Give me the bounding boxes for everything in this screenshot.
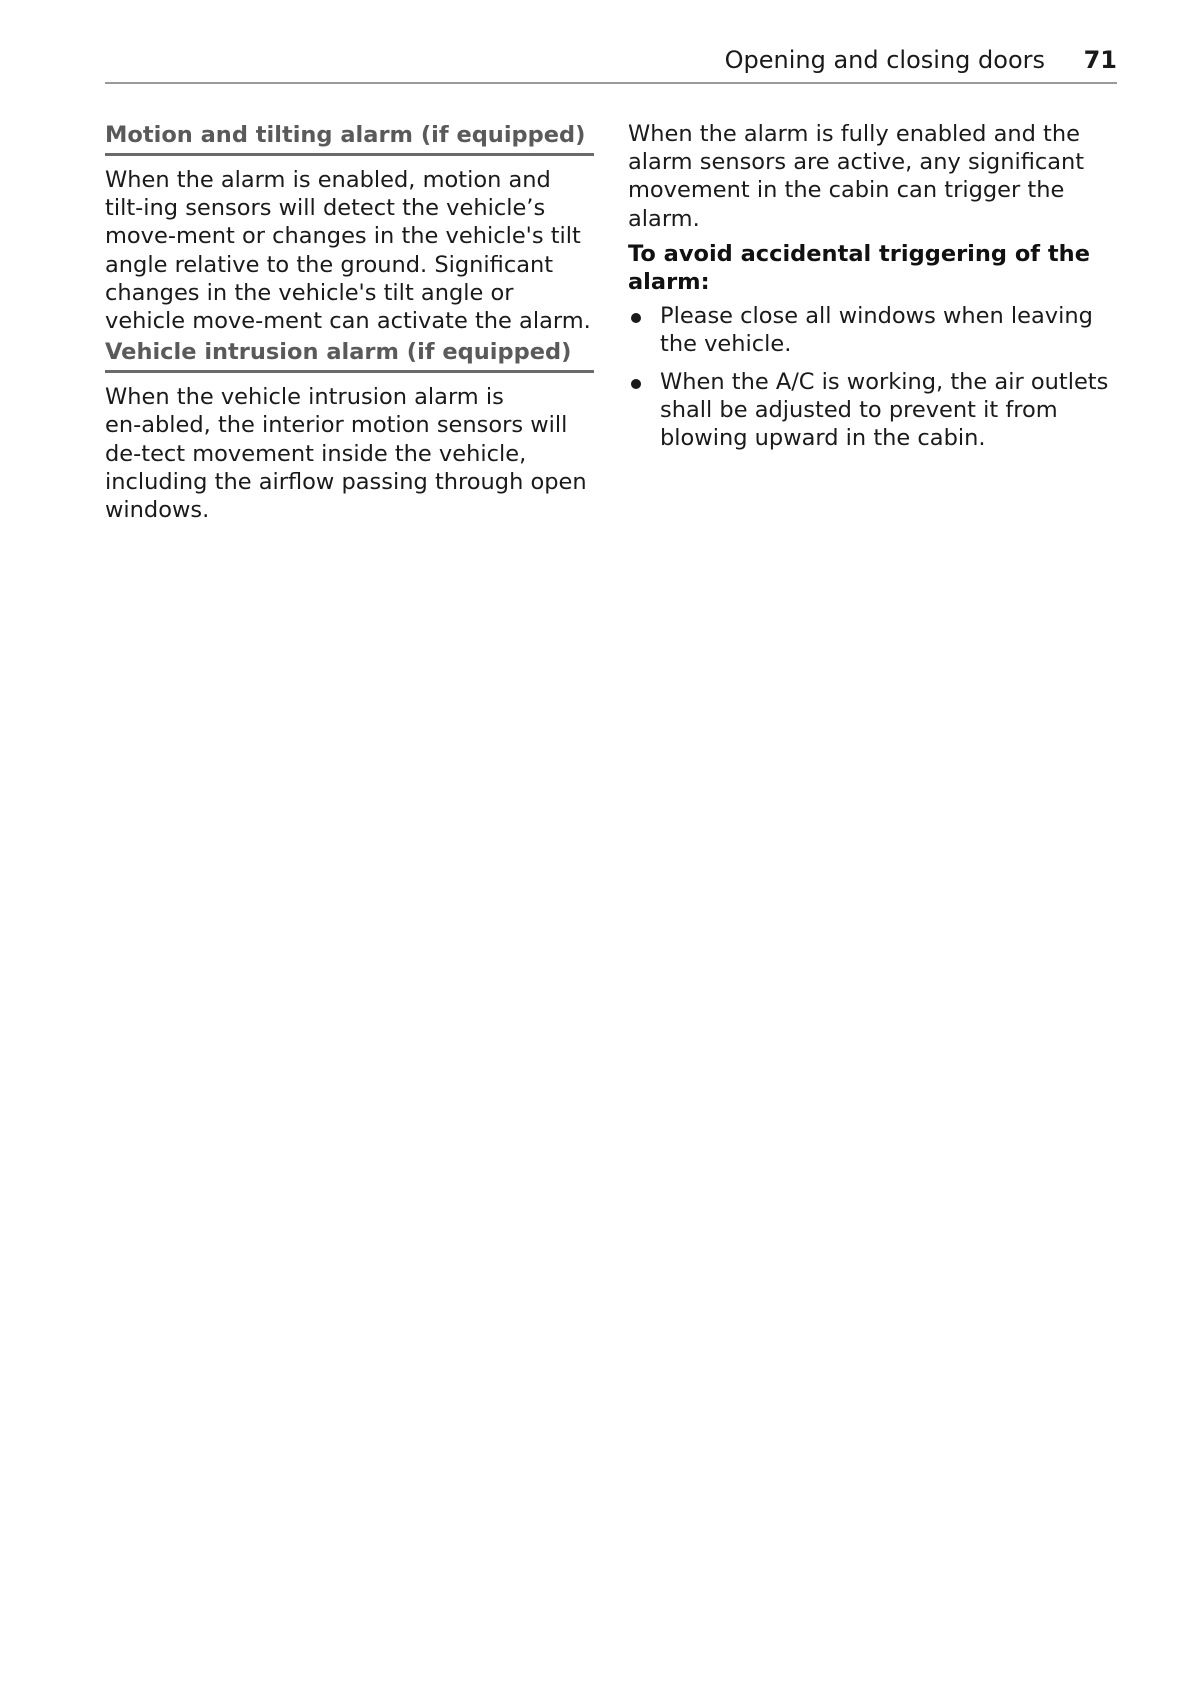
list-item-text: Please close all windows when leaving the vehicle. bbox=[660, 303, 1093, 358]
bullet-icon bbox=[631, 379, 641, 389]
list-item-text: When the A/C is working, the air outlets shall be adjusted to prevent it from blowing upward in the cabin. bbox=[660, 368, 1109, 452]
subheading-avoid-triggering: To avoid accidental triggering of the alarm: bbox=[628, 240, 1090, 296]
bullet-list bbox=[628, 302, 1118, 452]
left-column bbox=[105, 120, 594, 524]
paragraph-alarm-intro: When the alarm is fully enabled and the alarm sensors are active, any significant movement in the cabin can trigger the alarm. bbox=[628, 121, 1085, 232]
bullet-icon bbox=[631, 313, 641, 323]
heading-vehicle-intrusion-alarm: Vehicle intrusion alarm (if equipped) bbox=[105, 337, 594, 373]
section-title: Opening and closing doors bbox=[724, 46, 1045, 74]
heading-motion-tilting-alarm: Motion and tilting alarm (if equipped) bbox=[105, 120, 594, 156]
paragraph-motion-tilting-alarm: When the alarm is enabled, motion and tilt‑ing sensors will detect the vehicle’s move‑ment or changes in the vehicle's tilt angle relative to the ground. Significant changes in the vehicle's tilt angle or vehicle move‑ment can activate the alarm. bbox=[105, 167, 591, 335]
list-item bbox=[628, 302, 1118, 358]
list-item bbox=[628, 368, 1118, 453]
page-number: 71 bbox=[1083, 46, 1117, 74]
right-column bbox=[628, 120, 1118, 461]
paragraph-vehicle-intrusion-alarm: When the vehicle intrusion alarm is en‑abled, the interior motion sensors will de‑tect movement inside the vehicle, including the airflow passing through open windows. bbox=[105, 384, 587, 524]
page-header bbox=[105, 44, 1117, 84]
